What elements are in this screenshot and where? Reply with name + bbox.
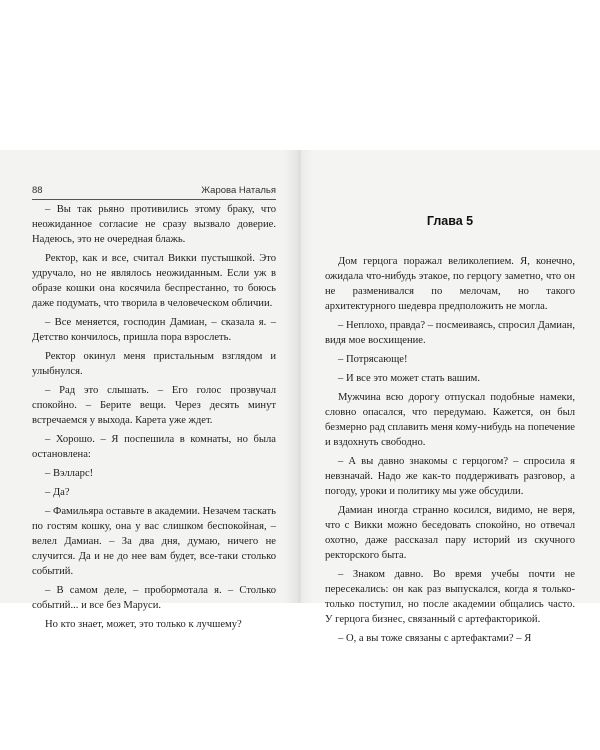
- chapter-title: Глава 5: [426, 214, 474, 228]
- paragraph: – Вы так рьяно противились этому браку, что неожиданное согласие не сразу вызвало доверие. Надеюсь, это не очередная блажь.: [32, 204, 276, 245]
- paragraph: Дамиан иногда странно косился, видимо, не веря, что с Викки можно беседовать спокойно, но отвечал охотно, даже рассказал пару историй из скучного ректорского быта.: [325, 505, 575, 561]
- paragraph: Дом герцога поражал великолепием. Я, конечно, ожидала что-нибудь этакое, по герцогу заметно, что он не разменивался по мелочам, но такого архитектурного шедевра предположить не могла.: [325, 256, 575, 312]
- header-rule: [32, 199, 276, 200]
- page-number: 88: [32, 185, 43, 196]
- paragraph: – И все это может стать вашим.: [338, 373, 480, 384]
- paragraph: – В самом деле, – пробормотала я. – Столько событий... и все без Маруси.: [32, 585, 276, 611]
- paragraph: – Да?: [45, 487, 70, 498]
- paragraph: – А вы давно знакомы с герцогом? – спросила я невзначай. Надо же как-то поддерживать разговор, а погоду, уроки и политику мы уже обсудили.: [325, 456, 575, 497]
- left-page-text: [32, 202, 276, 636]
- paragraph: – Рад это слышать. – Его голос прозвучал спокойно. – Берите вещи. Через десять минут встречаемся у выхода. Карета уже ждет.: [32, 385, 276, 426]
- right-page: [299, 150, 600, 644]
- paragraph: Но кто знает, может, это только к лучшему?: [45, 619, 242, 630]
- paragraph: Ректор, как и все, считал Викки пустышкой. Это удручало, но не являлось неожиданным. Если уж в образе кошки она косячила беспрестанно, то боюсь даже подумать, что творила в человеческом обличии.: [32, 253, 276, 309]
- running-head: [32, 185, 276, 199]
- paragraph: – Знаком давно. Во время учебы почти не пересекались: он как раз выпускался, когда я только-только поступил, но после академии общались часто. У герцога бизнес, связанный с артефакторикой.: [325, 569, 575, 625]
- paragraph: – Хорошо. – Я поспешила в комнаты, но была остановлена:: [32, 434, 276, 460]
- paragraph: Ректор окинул меня пристальным взглядом и улыбнулся.: [32, 351, 276, 377]
- paragraph: – Неплохо, правда? – посмеиваясь, спросил Дамиан, видя мое восхищение.: [325, 320, 575, 346]
- paragraph: – Потрясающе!: [338, 354, 408, 365]
- paragraph: Мужчина всю дорогу отпускал подобные намеки, словно опасался, что передумаю. Кажется, он был безмерно рад сплавить меня кому-нибудь на попечение и вздохнуть свободно.: [325, 392, 575, 448]
- paragraph: – Все меняется, господин Дамиан, – сказала я. – Детство кончилось, пришла пора взрослеть.: [32, 317, 276, 343]
- paragraph: – Фамильяра оставьте в академии. Незачем таскать по гостям кошку, она у вас слишком беспокойная, – велел Дамиан. – За два дня, думаю, ничего не случится. Да и не до нее вам будет, все-таки столько событий.: [32, 506, 276, 577]
- paragraph: – Вэлларс!: [45, 468, 94, 479]
- paragraph: – О, а вы тоже связаны с артефактами? – Я: [338, 633, 532, 644]
- book-spread: [0, 150, 600, 644]
- author-name: Жарова Наталья: [201, 185, 276, 196]
- left-page: [0, 150, 299, 630]
- right-page-text: [325, 254, 575, 650]
